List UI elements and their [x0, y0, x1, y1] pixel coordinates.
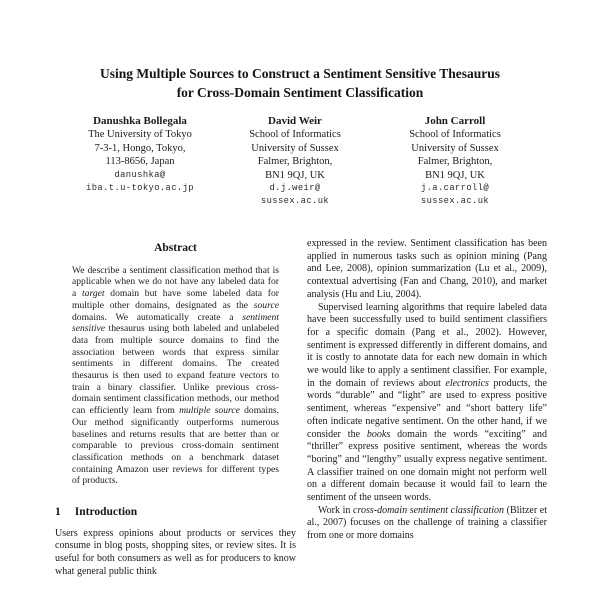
author-email-line: danushka@	[114, 169, 166, 180]
affiliation-line: University of Sussex	[251, 142, 339, 154]
affiliation-line: University of Sussex	[411, 142, 499, 154]
section-title: Introduction	[74, 506, 138, 519]
section-heading-introduction	[55, 506, 296, 519]
author-block-row	[0, 115, 600, 235]
abstract-text: We describe a sentiment classification method that is applicable when we do not have any labeled data for a target domain but have some labeled data for multiple other domains, designated as the source domains. We automatically create a sentiment sensitive thesaurus using both labeled and unlabeled data from multiple source domains to find the association between words that express similar sentiments in different domains. The created thesaurus is then used to expand feature vectors to train a binary classifier. Unlike previous cross-domain sentiment classification methods, our method can efficiently learn from multiple source domains. Our method significantly outperforms numerous baselines and returns results that are better than or comparable to previous cross-domain sentiment classification methods on a benchmark dataset containing Amazon user reviews for different types of products.	[72, 264, 280, 487]
section-number: 1	[55, 506, 61, 519]
author-email-line: sussex.ac.uk	[420, 196, 490, 207]
author-email-line: iba.t.u-tokyo.ac.jp	[86, 182, 194, 193]
author-name: Danushka Bollegala	[93, 115, 187, 127]
paper-title	[0, 64, 600, 102]
right-column	[307, 238, 547, 600]
introduction-paragraph: Users express opinions about products or services they consume in blog posts, shopping sites, or review sites. It is useful for both consumers as well as for producers to know what general public think	[55, 527, 296, 577]
right-column-paragraph-3: Work in cross-domain sentiment classification (Blitzer et al., 2007) focuses on the challenge of training a classifier from one or more domains	[307, 504, 547, 542]
title-line-1: Using Multiple Sources to Construct a Sentiment Sensitive Thesaurus	[99, 66, 501, 81]
author-email-line: sussex.ac.uk	[260, 196, 330, 207]
affiliation-line: Falmer, Brighton,	[257, 156, 333, 168]
author-name: John Carroll	[424, 115, 486, 127]
affiliation-line: 113-8656, Japan	[105, 156, 175, 168]
affiliation-line: 7-3-1, Hongo, Tokyo,	[94, 142, 186, 154]
left-column	[55, 238, 296, 600]
affiliation-line: BN1 9QJ, UK	[265, 169, 325, 181]
right-column-paragraph-1: expressed in the review. Sentiment classification has been applied in numerous tasks such as opinion mining (Pang and Lee, 2008), opinion summarization (Lu et al., 2009), contextual advertising (Fan and Chang, 2010), and market analysis (Hu and Liu, 2004).	[307, 238, 547, 300]
right-column-paragraph-2: Supervised learning algorithms that require labeled data have been successfully used to build sentiment classifiers for a specific domain (Pang et al., 2002). However, sentiment is expressed differently in different domains, and it is costly to annotate data for each new domain in which we would like to apply a sentiment classifier. For example, in the domain of reviews about electronics products, the words “durable” and “light” are used to express positive sentiment, whereas “expensive” and “short battery life” often indicate negative sentiment. On the other hand, if we consider the books domain the words “exciting” and “thriller” express positive sentiment, whereas the words “boring” and “lengthy” usually express negative sentiment. A classifier trained on one domain might not perform well on a different domain because it would fail to learn the sentiment of the unseen words.	[307, 301, 547, 504]
author-email-line: d.j.weir@	[269, 183, 321, 194]
affiliation-line: The University of Tokyo	[88, 129, 192, 141]
author-block-john-carroll	[360, 115, 550, 208]
affiliation-line: School of Informatics	[409, 129, 501, 141]
author-name: David Weir	[268, 115, 322, 127]
abstract-heading: Abstract	[154, 242, 197, 254]
title-line-2: for Cross-Domain Sentiment Classification	[176, 85, 424, 100]
affiliation-line: BN1 9QJ, UK	[425, 169, 485, 181]
author-email-line: j.a.carroll@	[420, 183, 490, 194]
affiliation-line: Falmer, Brighton,	[417, 156, 493, 168]
affiliation-line: School of Informatics	[249, 129, 341, 141]
